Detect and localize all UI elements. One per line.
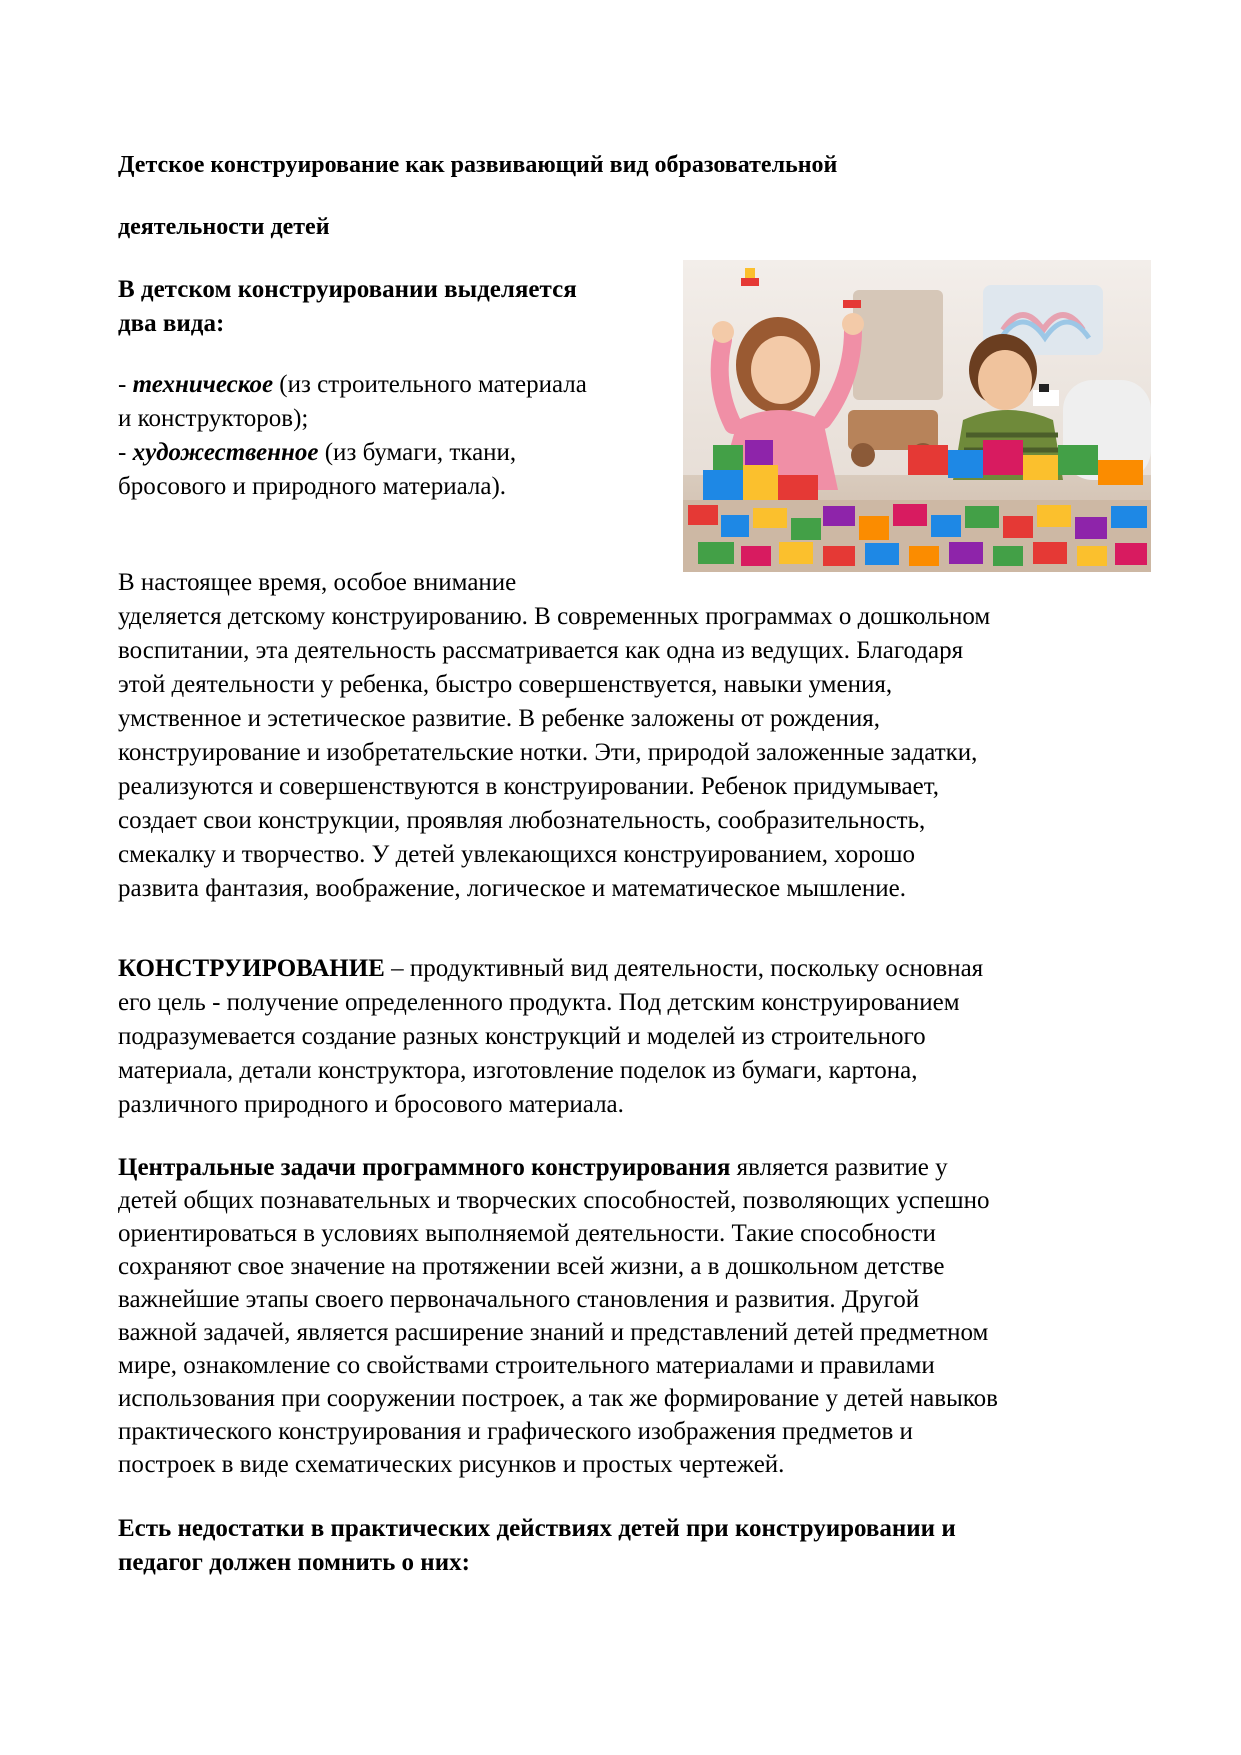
term-construction: КОНСТРУИРОВАНИЕ — [118, 955, 385, 982]
intro-list-item-artistic-cont: бросового и природного материала). — [118, 473, 507, 500]
intro-list-item-technical — [118, 368, 587, 401]
closing-heading-line-2: педагог должен помнить о них: — [118, 1549, 470, 1576]
brick-pile — [683, 440, 1151, 572]
paragraph-3-line-8: использования при сооружении построек, а так же формирование у детей навыков — [118, 1385, 998, 1412]
paragraph-1-line-1: В настоящее время, особое внимание — [118, 569, 517, 596]
paragraph-3-line-7: мире, ознакомление со свойствами строительного материалами и правилами — [118, 1352, 935, 1379]
paragraph-1-line-9: смекалку и творчество. У детей увлекающихся конструированием, хорошо — [118, 841, 916, 868]
paragraph-3-text: является развитие у — [730, 1154, 948, 1181]
paragraph-1-line-6: конструирование и изобретательские нотки. Эти, природой заложенные задатки, — [118, 739, 978, 766]
paragraph-1-line-5: умственное и эстетическое развитие. В ребенке заложены от рождения, — [118, 705, 881, 732]
paragraph-1-line-10: развита фантазия, воображение, логическое и математическое мышление. — [118, 875, 906, 902]
term-central-tasks: Центральные задачи программного конструирования — [118, 1154, 731, 1181]
intro-heading-line-1: В детском конструировании выделяется — [118, 276, 577, 303]
paragraph-1-line-3: воспитании, эта деятельность рассматривается как одна из ведущих. Благодаря — [118, 637, 964, 664]
paragraph-3-line-9: практического конструирования и графического изображения предметов и — [118, 1418, 913, 1445]
paragraph-3-line-3: ориентироваться в условиях выполняемой деятельности. Такие способности — [118, 1220, 936, 1247]
paragraph-2-line-2: его цель - получение определенного продукта. Под детским конструированием — [118, 989, 960, 1016]
paragraph-1-line-4: этой деятельности у ребенка, быстро совершенствуется, навыки умения, — [118, 671, 893, 698]
intro-list-item-artistic — [118, 436, 516, 469]
paragraph-3-line-1 — [118, 1151, 948, 1184]
photo-illustration — [683, 260, 1151, 572]
paragraph-2-line-3: подразумевается создание разных конструкций и моделей из строительного — [118, 1023, 926, 1050]
children-playing-with-blocks-photo — [683, 260, 1151, 572]
term-artistic: художественное — [132, 439, 319, 466]
paragraph-3-line-10: построек в виде схематических рисунков и простых чертежей. — [118, 1451, 785, 1478]
paragraph-2-line-1 — [118, 952, 983, 985]
term-technical: техническое — [132, 371, 274, 398]
list-dash: - — [118, 439, 133, 466]
paragraph-1-line-2: уделяется детскому конструированию. В современных программах о дошкольном — [118, 603, 991, 630]
paragraph-2-line-5: различного природного и бросового материала. — [118, 1091, 624, 1118]
paragraph-1-line-8: создает свои конструкции, проявляя любознательность, сообразительность, — [118, 807, 926, 834]
paragraph-2-line-4: материала, детали конструктора, изготовление поделок из бумаги, картона, — [118, 1057, 918, 1084]
list-dash: - — [118, 371, 133, 398]
paragraph-3-line-2: детей общих познавательных и творческих способностей, позволяющих успешно — [118, 1187, 990, 1214]
paragraph-1-line-7: реализуются и совершенствуются в конструировании. Ребенок придумывает, — [118, 773, 939, 800]
paragraph-3-line-4: сохраняют свое значение на протяжении всей жизни, а в дошкольном детстве — [118, 1253, 945, 1280]
intro-list-item-technical-cont: и конструкторов); — [118, 405, 309, 432]
item-text: (из бумаги, ткани, — [318, 439, 517, 466]
paragraph-2-text: – продуктивный вид деятельности, поскольку основная — [384, 955, 984, 982]
document-title-line-1: Детское конструирование как развивающий вид образовательной — [118, 152, 838, 178]
item-text: (из строительного материала — [273, 371, 587, 398]
closing-heading-line-1: Есть недостатки в практических действиях детей при конструировании и — [118, 1515, 956, 1542]
intro-heading-line-2: два вида: — [118, 310, 225, 337]
document-title-line-2: деятельности детей — [118, 214, 330, 240]
paragraph-3-line-5: важнейшие этапы своего первоначального становления и развития. Другой — [118, 1286, 920, 1313]
paragraph-3-line-6: важной задачей, является расширение знаний и представлений детей предметном — [118, 1319, 989, 1346]
